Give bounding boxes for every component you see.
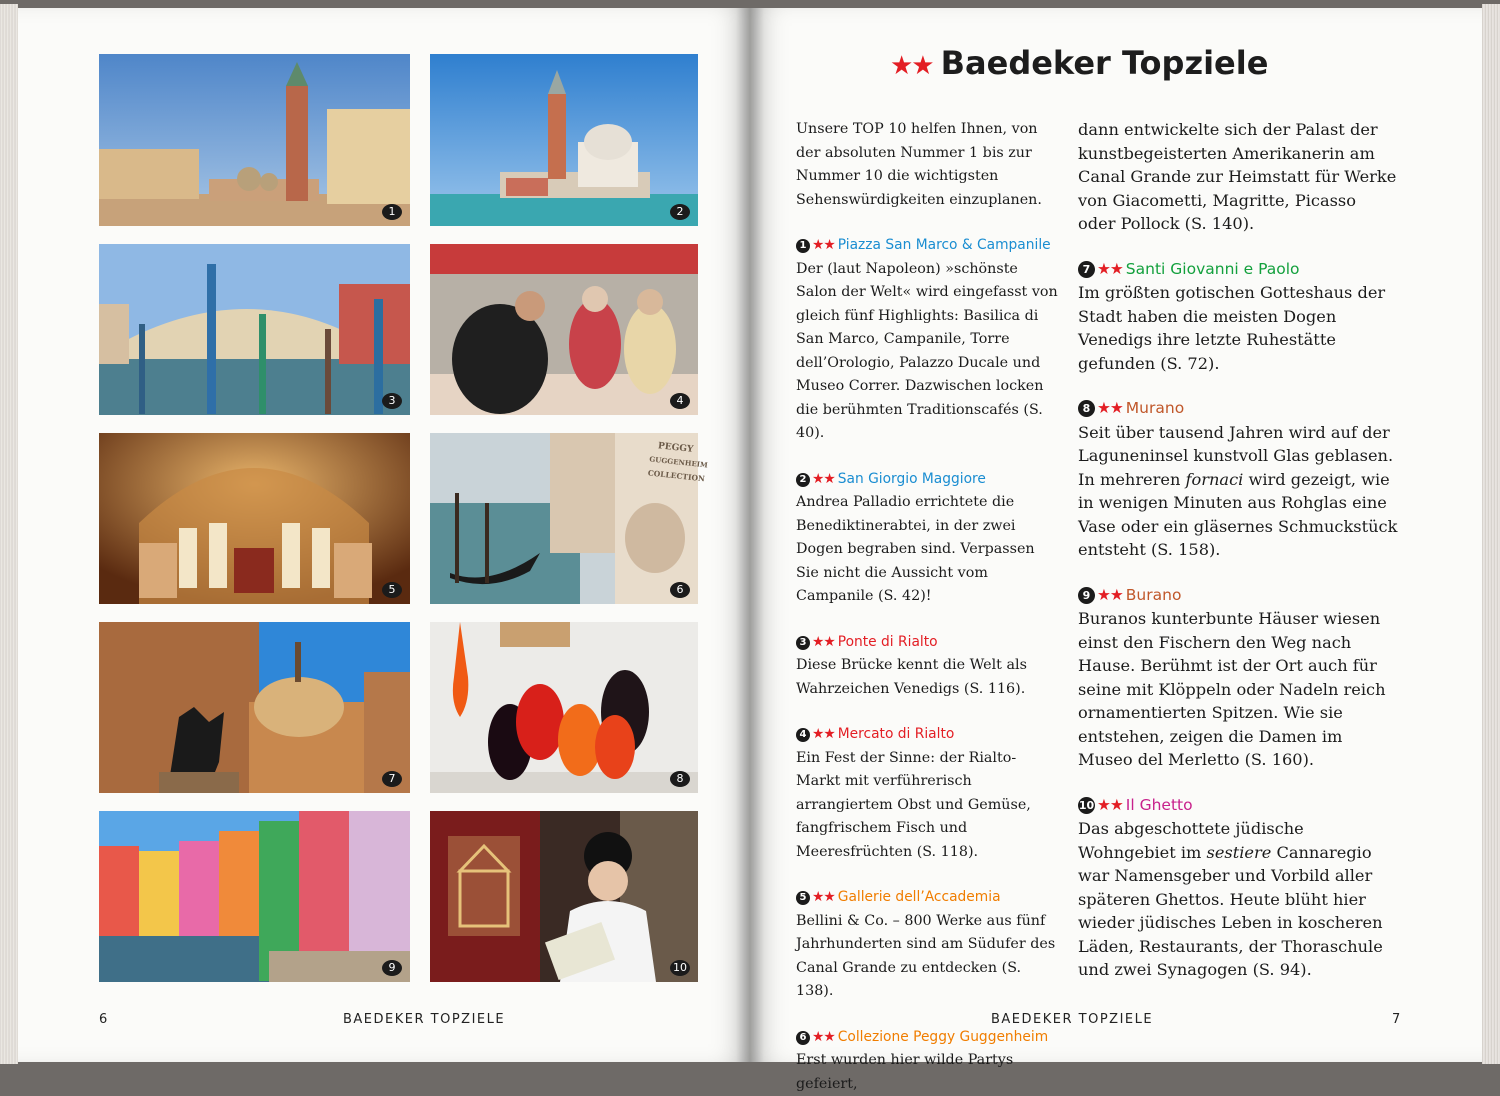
- entry-text: Andrea Palladio errichtete die Benediktinerabtei, in der zwei Dogen begraben sind. Verpassen Sie nicht die Aussicht vom Campanile (S. 42)!: [796, 491, 1058, 609]
- entry-title: Santi Giovanni e Paolo: [1126, 260, 1300, 278]
- guggenheim-sign: [645, 439, 701, 508]
- topziel-entry-8: [1078, 397, 1398, 562]
- entry-title: Burano: [1126, 586, 1182, 604]
- entry-text-part: Seit über tausend Jahren wird auf der Laguneninsel kunstvoll Glas geblasen. In mehreren: [1078, 423, 1393, 489]
- sign-line: PEGGY: [650, 439, 701, 458]
- page-edges-right: [1482, 4, 1500, 1064]
- book-spine: [736, 8, 764, 1062]
- topziel-entry-5: [796, 886, 1058, 1004]
- rank-badge: 7: [1078, 261, 1095, 278]
- photo-number-badge: 1: [382, 204, 402, 220]
- star-rating-icon: ★★: [812, 237, 835, 253]
- star-rating-icon: ★★: [1097, 796, 1123, 814]
- star-rating-icon: ★★: [812, 726, 835, 742]
- entry-heading: [1078, 794, 1398, 818]
- photo-ponte-di-rialto: [99, 244, 410, 415]
- entry-text: [1078, 817, 1398, 982]
- entry-title: Collezione Peggy Guggenheim: [838, 1029, 1048, 1045]
- photo-number-badge: 8: [670, 771, 690, 787]
- entry-title: Gallerie dell’Accademia: [838, 889, 1001, 905]
- photo-number-badge: 5: [382, 582, 402, 598]
- topziel-entry-6: [796, 1026, 1058, 1096]
- entry-text-part: Cannaregio war Namensgeber und Vorbild aller späteren Ghettos. Heute blüht hier wieder jüdisches Leben in koscheren Läden, Restaurants, der Thoraschule und zwei Synagogen (S. 94).: [1078, 843, 1383, 980]
- entry-text: [1078, 421, 1398, 562]
- entry-text-italic: sestiere: [1207, 843, 1272, 862]
- rank-badge: 3: [796, 636, 810, 650]
- entry-title: Mercato di Rialto: [838, 726, 955, 742]
- photo-gallerie-accademia: [99, 433, 410, 604]
- topziel-entry-10: [1078, 794, 1398, 982]
- topziel-entry-2: [796, 468, 1058, 609]
- rank-badge: 10: [1078, 797, 1095, 814]
- photo-number-badge: 3: [382, 393, 402, 409]
- photo-san-giorgio-maggiore: [430, 54, 698, 226]
- topziel-entry-1: [796, 234, 1058, 446]
- rank-badge: 2: [796, 473, 810, 487]
- entry-heading: [796, 631, 1058, 655]
- entry-text-part: wird gezeigt, wie in wenigen Minuten aus Rohglas eine Vase oder ein gläsernes Schmuckstück entsteht (S. 158).: [1078, 470, 1397, 560]
- photo-piazza-san-marco: [99, 54, 410, 226]
- sign-line: COLLECTION: [647, 466, 698, 485]
- entry-6-continued-text: dann entwickelte sich der Palast der kunstbegeisterten Amerikanerin am Canal Grande zur Heimstatt für Werke von Giacometti, Magritte, Picasso oder Pollock (S. 140).: [1078, 118, 1398, 236]
- photo-burano: [99, 811, 410, 982]
- intro-paragraph: Unsere TOP 10 helfen Ihnen, von der absoluten Nummer 1 bis zur Nummer 10 die wichtigsten Sehenswürdigkeiten einzuplanen.: [796, 118, 1058, 212]
- text-column-left: [796, 118, 1058, 1096]
- photo-number-badge: 4: [670, 393, 690, 409]
- photo-number-badge: 6: [670, 582, 690, 598]
- sign-line: GUGGENHEIM: [649, 452, 700, 471]
- running-footer-left: BAEDEKER TOPZIELE: [343, 1012, 505, 1027]
- entry-text: Im größten gotischen Gotteshaus der Stadt haben die meisten Dogen Venedigs ihre letzte Ruhestätte gefunden (S. 72).: [1078, 281, 1398, 375]
- text-column-right: [1078, 118, 1398, 982]
- topziel-entry-7: [1078, 258, 1398, 376]
- entry-text: Der (laut Napoleon) »schönste Salon der Welt« wird eingefasst von gleich fünf Highlights: Basilica di San Marco, Campanile, Torre dell’Orologio, Palazzo Ducale und Museo Correr. Dazwischen locken die berühmten Traditionscafés (S. 40).: [796, 258, 1058, 446]
- star-rating-icon: ★★: [1097, 399, 1123, 417]
- entry-text: Erst wurden hier wilde Partys gefeiert,: [796, 1049, 1058, 1096]
- entry-heading: [796, 234, 1058, 258]
- rank-badge: 8: [1078, 400, 1095, 417]
- entry-heading: [1078, 258, 1398, 282]
- page-number-right: 7: [1392, 1012, 1400, 1027]
- entry-heading: [796, 723, 1058, 747]
- star-rating-icon: ★★: [812, 634, 835, 650]
- entry-heading: [796, 1026, 1058, 1050]
- topziel-entry-9: [1078, 584, 1398, 772]
- photo-number-badge: 7: [382, 771, 402, 787]
- page-edges-left: [0, 4, 18, 1064]
- star-rating-icon: ★★: [1097, 586, 1123, 604]
- entry-text-part: Das abgeschottete jüdische Wohngebiet im: [1078, 819, 1304, 862]
- photo-santi-giovanni-e-paolo: [99, 622, 410, 793]
- page-title: [890, 44, 1268, 82]
- topziel-entry-3: [796, 631, 1058, 702]
- entry-title: Murano: [1126, 399, 1184, 417]
- star-rating-icon: ★★: [890, 51, 933, 81]
- star-rating-icon: ★★: [1097, 260, 1123, 278]
- running-footer-right: BAEDEKER TOPZIELE: [991, 1012, 1153, 1027]
- rank-badge: 9: [1078, 587, 1095, 604]
- title-text: Baedeker Topziele: [941, 44, 1269, 82]
- page-number-left: 6: [99, 1012, 107, 1027]
- photo-peggy-guggenheim: [430, 433, 698, 604]
- rank-badge: 4: [796, 728, 810, 742]
- entry-title: Piazza San Marco & Campanile: [838, 237, 1051, 253]
- photo-ghetto: [430, 811, 698, 982]
- photo-number-badge: 10: [670, 960, 690, 976]
- entry-title: Ponte di Rialto: [838, 634, 938, 650]
- photo-murano-glass: [430, 622, 698, 793]
- entry-text-italic: fornaci: [1186, 470, 1244, 489]
- entry-heading: [796, 468, 1058, 492]
- entry-heading: [796, 886, 1058, 910]
- entry-title: San Giorgio Maggiore: [838, 471, 986, 487]
- entry-heading: [1078, 397, 1398, 421]
- photo-number-badge: 9: [382, 960, 402, 976]
- entry-text: Bellini & Co. – 800 Werke aus fünf Jahrhunderten sind am Südufer des Canal Grande zu entdecken (S. 138).: [796, 910, 1058, 1004]
- entry-title: Il Ghetto: [1126, 796, 1193, 814]
- star-rating-icon: ★★: [812, 1029, 835, 1045]
- entry-heading: [1078, 584, 1398, 608]
- star-rating-icon: ★★: [812, 889, 835, 905]
- entry-text: Buranos kunterbunte Häuser wiesen einst den Fischern den Weg nach Hause. Berühmt ist der Ort auch für seine mit Klöppeln oder Nadeln reich ornamentierten Spitzen. Wie sie entstehen, zeigen die Damen im Museo del Merletto (S. 160).: [1078, 607, 1398, 772]
- star-rating-icon: ★★: [812, 471, 835, 487]
- entry-text: Ein Fest der Sinne: der Rialto-Markt mit verführerisch arrangiertem Obst und Gemüse, fangfrischem Fisch und Meeresfrüchten (S. 118).: [796, 747, 1058, 865]
- photo-mercato-di-rialto: [430, 244, 698, 415]
- entry-text: Diese Brücke kennt die Welt als Wahrzeichen Venedigs (S. 116).: [796, 654, 1058, 701]
- rank-badge: 1: [796, 239, 810, 253]
- photo-number-badge: 2: [670, 204, 690, 220]
- rank-badge: 5: [796, 891, 810, 905]
- rank-badge: 6: [796, 1031, 810, 1045]
- topziel-entry-4: [796, 723, 1058, 864]
